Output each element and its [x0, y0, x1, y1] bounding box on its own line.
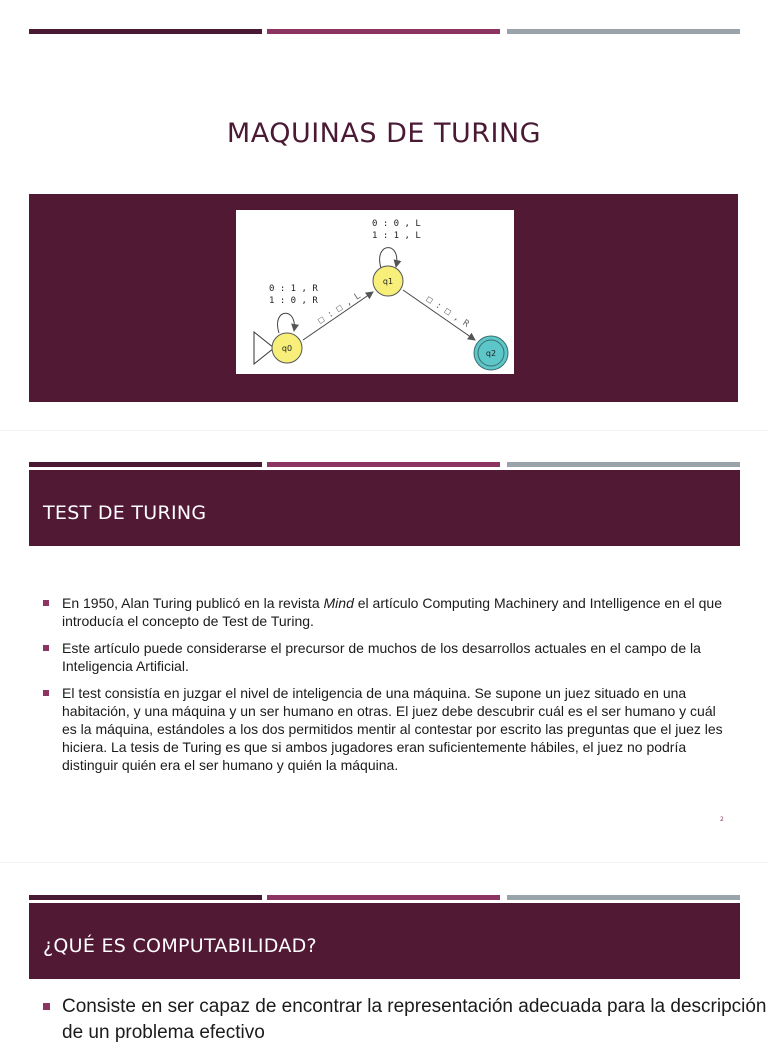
list-item — [42, 639, 732, 675]
stripe-gray — [507, 895, 740, 900]
edge-q1-q2 — [403, 290, 475, 340]
state-diagram-svg — [236, 210, 514, 374]
slide-title-maquinas: MAQUINAS DE TURING — [226, 118, 542, 149]
slide-title-computabilidad: ¿QUÉ ES COMPUTABILIDAD? — [43, 935, 317, 957]
journal-name: Mind — [323, 595, 354, 611]
page-number: 2 — [720, 816, 724, 823]
bullet-square-icon — [43, 600, 49, 606]
list-item — [42, 594, 732, 630]
stripe-magenta — [267, 895, 500, 900]
loop-q0-label-1: 0 : 1 , R — [269, 284, 318, 294]
slide3-bullet-list — [42, 994, 768, 1046]
stripe-magenta — [267, 29, 500, 34]
list-item — [42, 684, 732, 774]
stripe-gray — [507, 462, 740, 467]
slide-separator — [0, 862, 768, 863]
slide2-header-bar — [29, 470, 740, 546]
bullet-square-icon — [43, 690, 49, 696]
slide-separator — [0, 430, 768, 431]
state-q0-label: q0 — [281, 344, 293, 353]
bullet-text: el artículo Computing Machinery and Intelligence en el que introducía el concepto de Test de Turing. — [62, 595, 722, 629]
bullet-text: Consiste en ser capaz de encontrar la representación adecuada para la descripción de un problema efectivo — [62, 996, 767, 1043]
edge-q1-q2-label: □ : □ , R — [424, 294, 471, 330]
bullet-text: Este artículo puede considerarse el precursor de muchos de los desarrollos actuales en el campo de la Inteligencia Artificial. — [62, 640, 701, 674]
bullet-text: El test consistía en juzgar el nivel de inteligencia de una máquina. Se supone un juez situado en una habitación, y una máquina y un ser humano en otras. El juez debe descubrir cuál es el ser humano y cuál es la máquina, estándoles a los dos permitidos mentir al contestar por escrito las preguntas que el juez les hiciera. La tesis de Turing es que si ambos jugadores eran suficientemente hábiles, el juez no podría distinguir quién era el ser humano y quién la máquina. — [62, 685, 723, 773]
stripe-dark — [29, 29, 262, 34]
loop-q0 — [278, 313, 295, 333]
slide-title-test: TEST DE TURING — [43, 502, 207, 524]
top-stripes — [29, 29, 740, 34]
bullet-text: En 1950, Alan Turing publicó en la revista — [62, 595, 324, 611]
start-arrow-icon — [254, 332, 274, 364]
loop-q1-label-1: 0 : 0 , L — [372, 219, 421, 229]
slide3-header-bar — [29, 903, 740, 979]
bullet-square-icon — [43, 1003, 50, 1010]
edge-q0-q1-label: □ : □ , L — [316, 291, 363, 327]
stripe-gray — [507, 29, 740, 34]
list-item — [42, 994, 768, 1046]
slide2-stripes — [29, 462, 740, 467]
state-q2-label: q2 — [485, 349, 497, 358]
loop-q1-label-2: 1 : 1 , L — [372, 231, 421, 241]
state-q1-label: q1 — [382, 277, 394, 286]
stripe-dark — [29, 895, 262, 900]
turing-machine-diagram — [236, 210, 514, 374]
slide2-bullet-list — [42, 594, 732, 783]
slide3-stripes — [29, 895, 740, 900]
loop-q0-label-2: 1 : 0 , R — [269, 296, 318, 306]
loop-q1 — [380, 248, 397, 268]
bullet-square-icon — [43, 645, 49, 651]
stripe-magenta — [267, 462, 500, 467]
stripe-dark — [29, 462, 262, 467]
